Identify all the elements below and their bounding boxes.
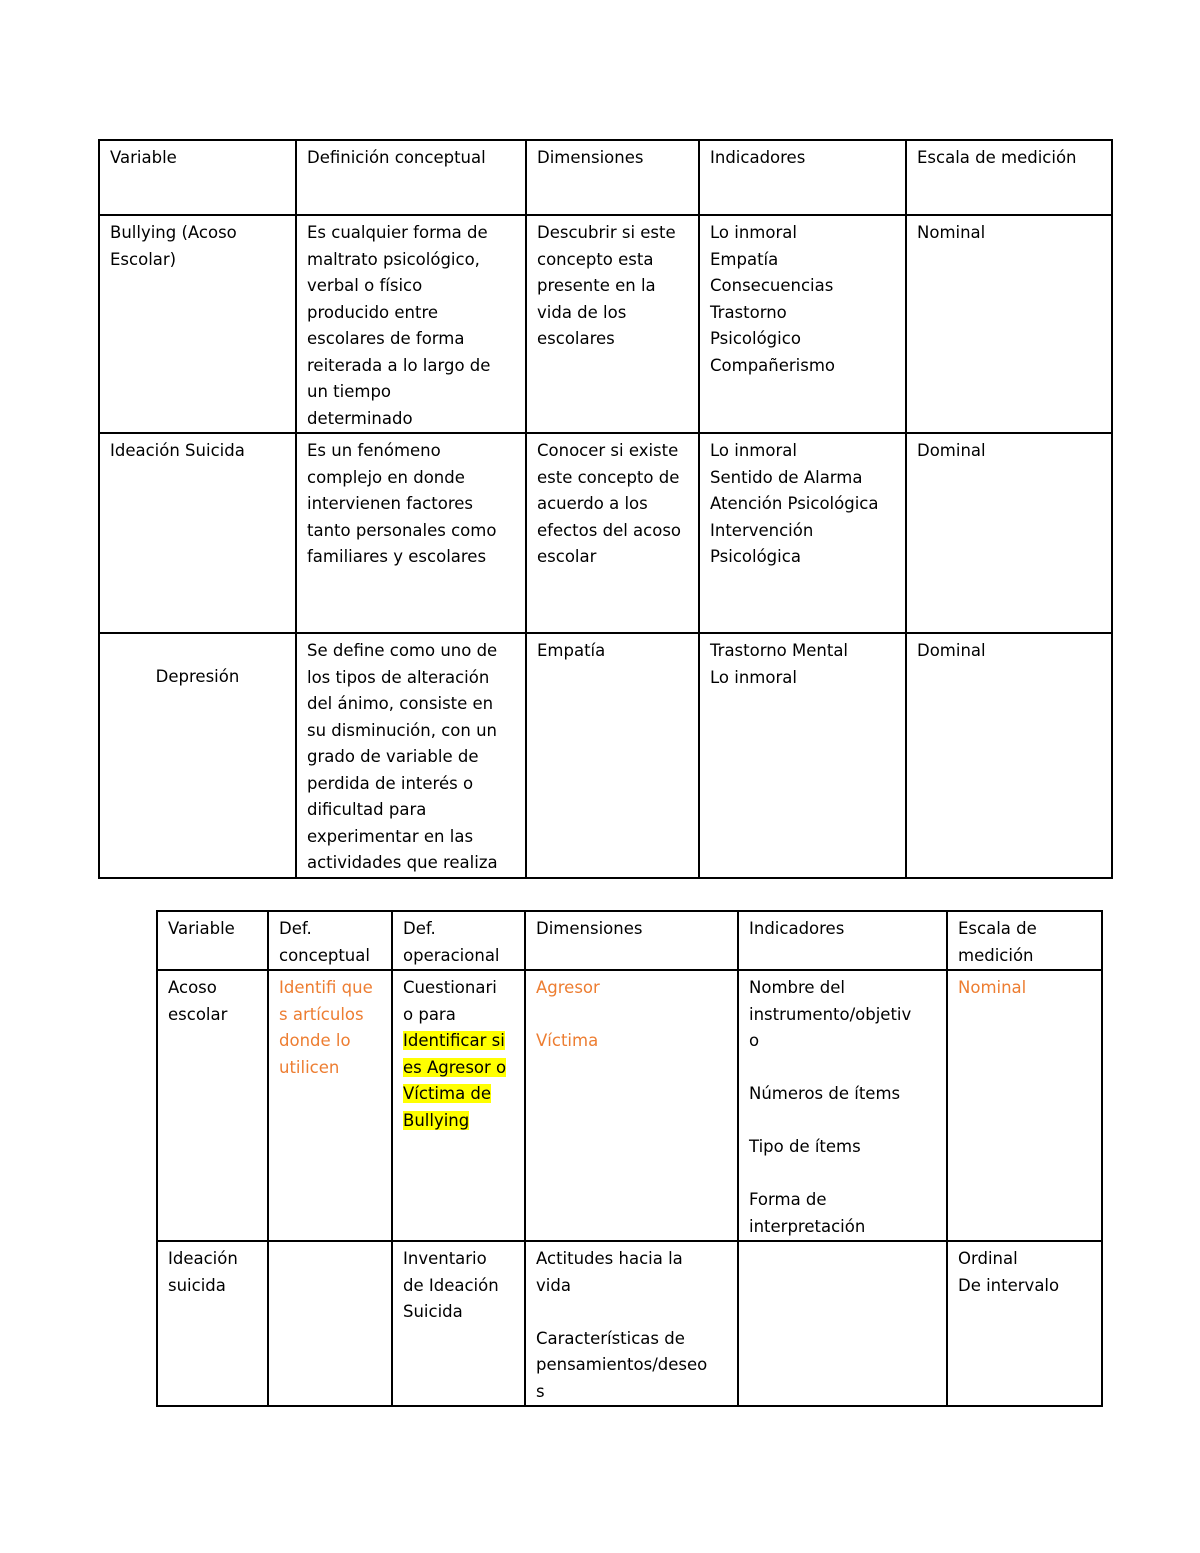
operationalization-table <box>156 910 1103 1407</box>
cell-escala: Dominal <box>906 633 1112 878</box>
highlighted-text: Identificar si <box>403 1031 505 1050</box>
header-escala: Escala de medición <box>906 140 1112 215</box>
cell-dimensiones: Empatía <box>526 633 699 878</box>
cell-dimensiones: Conocer si existe este concepto de acuerdo a los efectos del acoso escolar <box>526 433 699 633</box>
cell-indicadores: Trastorno Mental Lo inmoral <box>699 633 906 878</box>
cell-escala: Nominal <box>947 970 1102 1241</box>
cell-dimensiones: Descubrir si este concepto esta presente en la vida de los escolares <box>526 215 699 433</box>
table-row <box>157 1241 1102 1406</box>
header-dimensiones: Dimensiones <box>525 911 738 970</box>
table-row <box>157 970 1102 1241</box>
cell-dimensiones: Actitudes hacia la vida Características de pensamientos/deseo s <box>525 1241 738 1406</box>
table-header-row <box>157 911 1102 970</box>
cell-definicion: Es un fenómeno complejo en donde intervienen factores tanto personales como familiares y escolares <box>296 433 526 633</box>
header-definicion-conceptual: Definición conceptual <box>296 140 526 215</box>
cell-def-operacional: Inventario de Ideación Suicida <box>392 1241 525 1406</box>
variables-table <box>98 139 1113 879</box>
header-def-operacional: Def. operacional <box>392 911 525 970</box>
cell-indicadores: Nombre del instrumento/objetiv o Números de ítems Tipo de ítems Forma de interpretación <box>738 970 947 1241</box>
cell-indicadores <box>738 1241 947 1406</box>
cell-variable: Ideación Suicida <box>99 433 296 633</box>
header-def-conceptual: Def. conceptual <box>268 911 392 970</box>
cell-indicadores: Lo inmoral Empatía Consecuencias Trastorno Psicológico Compañerismo <box>699 215 906 433</box>
cell-indicadores: Lo inmoral Sentido de Alarma Atención Psicológica Intervención Psicológica <box>699 433 906 633</box>
table-row <box>99 633 1112 878</box>
header-indicadores: Indicadores <box>699 140 906 215</box>
cell-definicion: Es cualquier forma de maltrato psicológico, verbal o físico producido entre escolares de forma reiterada a lo largo de un tiempo determinado <box>296 215 526 433</box>
cell-def-operacional: Cuestionari o para Identificar si es Agresor o Víctima de Bullying <box>392 970 525 1241</box>
cell-variable: Bullying (Acoso Escolar) <box>99 215 296 433</box>
header-variable: Variable <box>157 911 268 970</box>
cell-dimensiones: Agresor Víctima <box>525 970 738 1241</box>
table-row <box>99 215 1112 433</box>
cell-variable: Depresión <box>99 633 296 878</box>
header-variable: Variable <box>99 140 296 215</box>
cell-escala: Nominal <box>906 215 1112 433</box>
cell-escala: Ordinal De intervalo <box>947 1241 1102 1406</box>
highlighted-text: Bullying <box>403 1110 470 1130</box>
cell-definicion: Se define como uno de los tipos de alteración del ánimo, consiste en su disminución, con un grado de variable de perdida de interés o dificultad para experimentar en las actividades que realiza <box>296 633 526 878</box>
header-indicadores: Indicadores <box>738 911 947 970</box>
cell-def-conceptual: Identifi que s artículos donde lo utilicen <box>268 970 392 1241</box>
table-header-row <box>99 140 1112 215</box>
table-row <box>99 433 1112 633</box>
cell-variable: Acoso escolar <box>157 970 268 1241</box>
cell-def-conceptual <box>268 1241 392 1406</box>
cell-escala: Dominal <box>906 433 1112 633</box>
highlighted-text: Víctima de <box>403 1084 492 1103</box>
header-escala: Escala de medición <box>947 911 1102 970</box>
header-dimensiones: Dimensiones <box>526 140 699 215</box>
cell-variable: Ideación suicida <box>157 1241 268 1406</box>
highlighted-text: es Agresor o <box>403 1057 507 1077</box>
